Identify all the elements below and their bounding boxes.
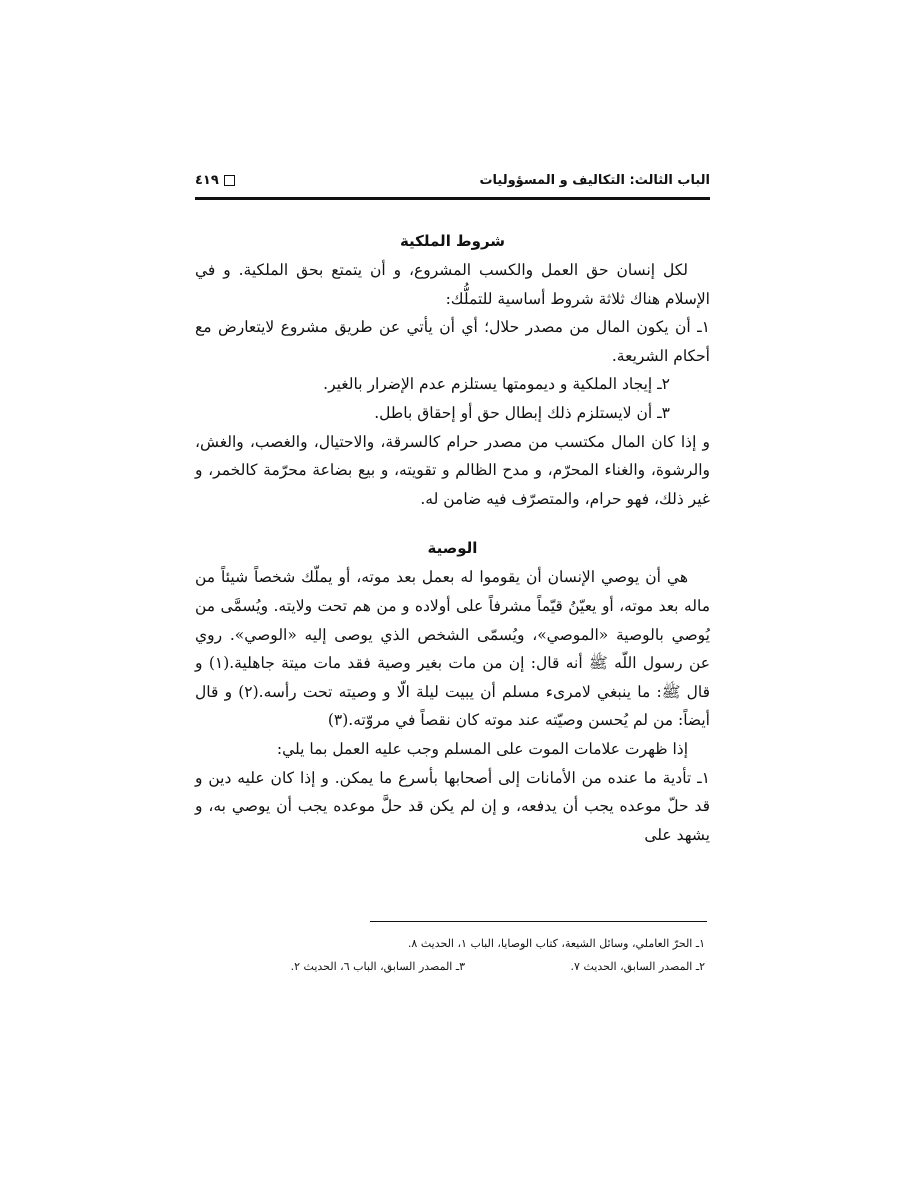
footnote-rule — [370, 921, 707, 922]
paragraph: إذا ظهرت علامات الموت على المسلم وجب عليه العمل بما يلي: — [276, 739, 688, 758]
section-heading-ownership: شروط الملكية — [399, 232, 506, 250]
running-header — [195, 168, 710, 192]
square-icon — [224, 175, 235, 186]
footnotes — [200, 932, 705, 978]
page-number-block — [195, 173, 235, 188]
list-item: ٣ـ أن لايستلزم ذلك إبطال حق أو إحقاق باطل. — [374, 403, 670, 422]
footnote: ٢ـ المصدر السابق، الحديث ٧. — [570, 960, 705, 973]
page-number: ٤١٩ — [195, 172, 219, 188]
paragraph: لكل إنسان حق العمل والكسب المشروع، و أن يتمتع بحق الملكية. و في الإسلام هناك ثلاثة شروط أساسية للتملُّك: — [195, 261, 710, 308]
footnote-row — [200, 955, 705, 978]
list-item: ١ـ تأدية ما عنده من الأمانات إلى أصحابها بأسرع ما يمكن. و إذا كان عليه دين و قد حلّ موعده يجب أن يدفعه، و إن لم يكن قد حلَّ موعده يجب أن يوصي به، و يشهد على — [195, 768, 710, 844]
list-item: ٢ـ إيجاد الملكية و ديمومتها يستلزم عدم الإضرار بالغير. — [323, 375, 670, 394]
footnote: ٣ـ المصدر السابق، الباب ٦، الحديث ٢. — [290, 960, 465, 973]
footnote: ١ـ الحرّ العاملي، وسائل الشيعة، كتاب الوصايا، الباب ١، الحديث ٨. — [407, 937, 705, 950]
paragraph: هي أن يوصي الإنسان أن يقوموا له بعمل بعد موته، أو يملّك شخصاً شيئاً من ماله بعد موته، أو يعيّنُ قيّماً مشرفاً على أولاده و من هم تحت ولايته. ويُسمَّى من يُوصي بالوصية «الموصي»، ويُسمّى الشخص الذي يوصى إليه «الوصي». روي عن رسول اللّه ﷺ أنه قال: إن من مات بغير وصية فقد مات ميتة جاهلية.(١) و قال ﷺ: ما ينبغي لامرىء مسلم أن يبيت ليلة الّا و وصيته تحت رأسه.(٢) و قال أيضاً: من لم يُحسن وصيّته عند موته كان نقصاً في مروّته.(٣) — [195, 568, 710, 730]
chapter-title: الباب الثالث: التكاليف و المسؤوليات — [479, 172, 710, 188]
header-rule — [195, 197, 710, 200]
paragraph: و إذا كان المال مكتسب من مصدر حرام كالسرقة، والاحتيال، والغصب، والغش، والرشوة، والغناء المحرّم، و مدح الظالم و تقويته، و بيع بضاعة محرّمة كالخمر، و غير ذلك، فهو حرام، والمتصرّف فيه ضامن له. — [195, 432, 710, 508]
section-heading-will: الوصية — [427, 539, 478, 558]
list-item: ١ـ أن يكون المال من مصدر حلال؛ أي أن يأتي عن طريق مشروع لايتعارض مع أحكام الشريعة. — [195, 318, 710, 365]
main-text — [195, 226, 710, 849]
